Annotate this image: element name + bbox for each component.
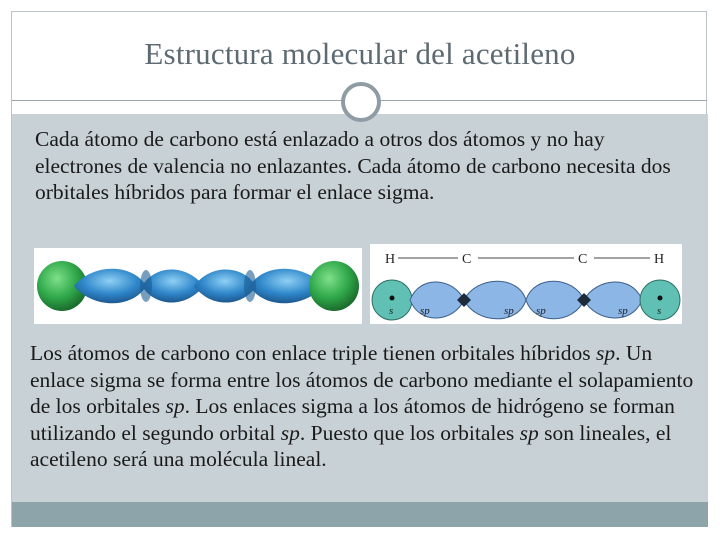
orbital-label-sp-1: sp (420, 305, 430, 317)
paragraph-explanation (30, 340, 700, 473)
acetylene-3d-orbital-image (34, 248, 362, 324)
acetylene-orbital-diagram (370, 244, 682, 324)
paragraph-intro: Cada átomo de carbono está enlazado a otros dos átomos y no hay electrones de valencia no enlazantes. Cada átomo de carbono necesita dos orbitales híbridos para formar el enlace sigma. (35, 127, 671, 204)
p2-sp-2: sp (165, 394, 185, 418)
orbital-label-s-left: s (389, 305, 394, 317)
atom-label-c2: C (578, 252, 588, 267)
title-divider-right (380, 100, 707, 101)
p2-text-1: Los átomos de carbono con enlace triple tienen orbitales híbridos (30, 341, 596, 365)
atom-label-c1: C (462, 252, 472, 267)
orbital-label-sp-4: sp (618, 305, 628, 317)
slide-title: Estructura molecular del acetileno (144, 36, 576, 71)
atom-label-h1: H (385, 252, 396, 267)
p2-text-5: son lineales, el acetileno será una molécula lineal. (30, 420, 672, 471)
p2-sp-1: sp (596, 341, 616, 365)
orbital-label-sp-2: sp (504, 305, 514, 317)
hydrogen-sphere-right (309, 261, 359, 311)
orbital-label-sp-3: sp (536, 305, 546, 317)
p2-text-4: . Puesto que los orbitales (299, 420, 520, 445)
orbital-label-s-right: s (657, 305, 662, 317)
p2-sp-4: sp (519, 420, 539, 445)
title-divider-left (12, 100, 342, 101)
atom-label-h2: H (654, 252, 665, 267)
p2-text-2: . Un enlace sigma se forma entre los átomos de carbono mediante el solapamiento de los orbitales (30, 341, 694, 418)
p2-text-3: . Los enlaces sigma a los átomos de hidrógeno se forman utilizando el segundo orbital (30, 394, 675, 445)
circle-ornament-icon (341, 82, 381, 122)
p2-sp-3: sp (280, 420, 300, 445)
footer-bar (12, 502, 708, 527)
